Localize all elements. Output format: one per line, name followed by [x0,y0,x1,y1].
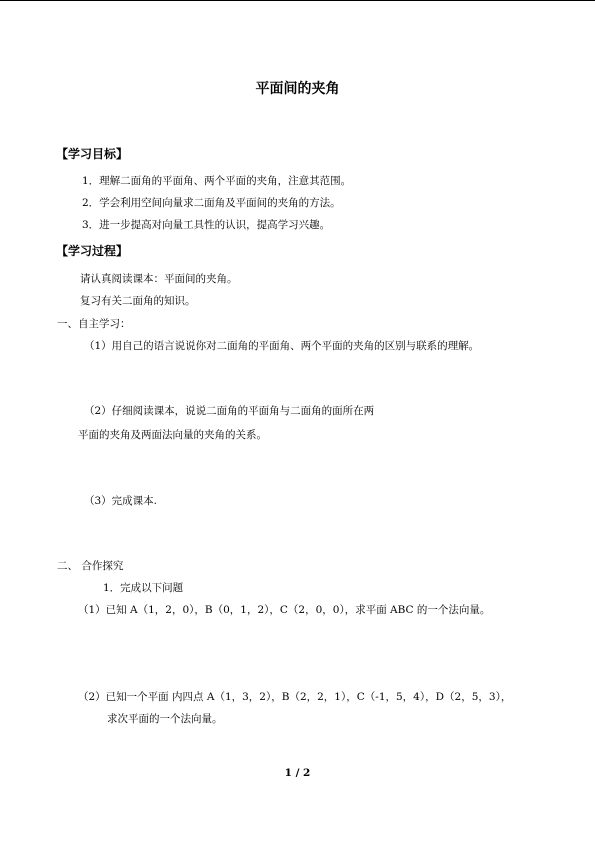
goal-item-2: 2．学会利用空间向量求二面角及平面间的夹角的方法。 [82,197,341,209]
learning-goals-heading: 【学习目标】 [56,147,129,161]
part1-question-2-line-2: 平面的夹角及两面法向量的夹角的关系。 [78,429,267,441]
part2-question-2-line-1: （2）已知一个平面 内四点 A（1，3，2），B（2，2，1），C（-1，5，4），D（2，5，3）， [78,691,512,703]
part1-question-2-line-1: （2）仔细阅读课本，说说二面角的平面角与二面角的面所在两 [84,405,375,417]
part2-question-1: （1）已知 A（1，2，0），B（0，1，2），C（2，0，0），求平面 ABC 的一个法向量。 [78,604,491,616]
part2-question-2-line-2: 求次平面的一个法向量。 [107,713,223,725]
page-number: 1 / 2 [284,767,311,779]
goal-item-1: 1．理解二面角的平面角、两个平面的夹角，注意其范围。 [82,175,352,187]
intro-line-1: 请认真阅读课本：平面间的夹角。 [80,273,238,285]
intro-line-2: 复习有关二面角的知识。 [80,295,196,307]
learning-process-heading: 【学习过程】 [56,244,129,258]
part1-question-3: （3）完成课本. [84,495,158,507]
part1-question-1: （1）用自己的语言说说你对二面角的平面角、两个平面的夹角的区别与联系的理解。 [84,340,480,352]
goal-item-3: 3．进一步提高对向量工具性的认识，提高学习兴趣。 [82,219,331,231]
part2-heading: 二、 合作探究 [57,560,124,572]
part2-subheading: 1．完成以下问题 [103,582,184,594]
document-title: 平面间的夹角 [255,81,340,97]
header-rule [0,0,595,1]
part1-heading: 一、自主学习： [57,318,131,330]
